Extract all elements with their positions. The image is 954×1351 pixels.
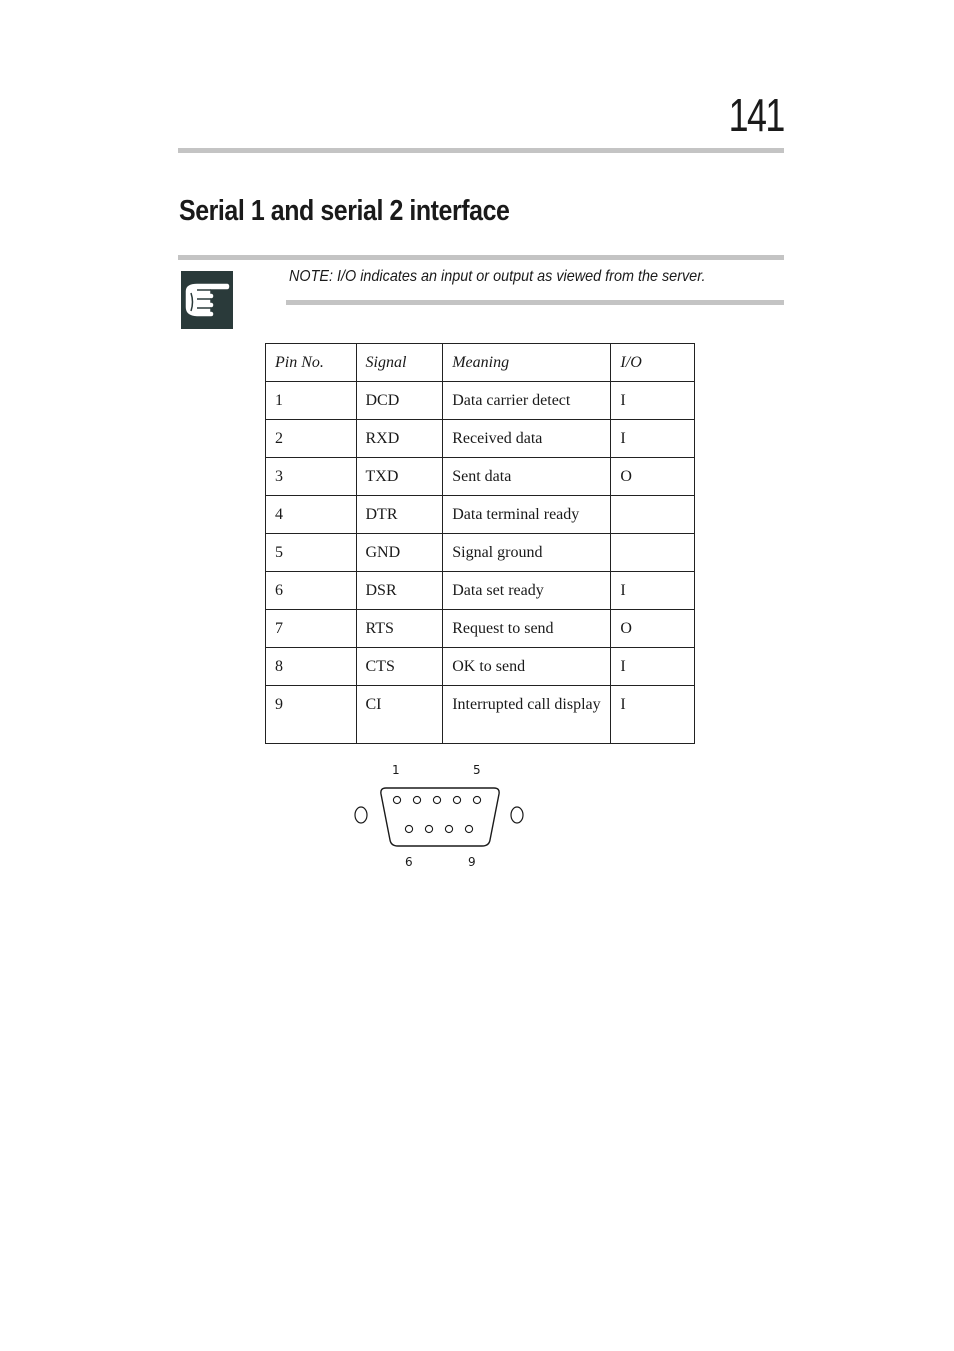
meaning-cell: Signal ground xyxy=(443,534,611,572)
table-row xyxy=(266,610,695,648)
pointing-hand-icon xyxy=(181,271,233,329)
pin-3 xyxy=(433,796,440,803)
pin-label-1: 1 xyxy=(392,763,400,777)
meaning-cell: Sent data xyxy=(443,458,611,496)
pin-cell: 3 xyxy=(266,458,357,496)
header-rule xyxy=(178,148,784,153)
table-row xyxy=(266,496,695,534)
signal-cell: RXD xyxy=(356,420,443,458)
pin-cell: 2 xyxy=(266,420,357,458)
io-cell xyxy=(611,534,695,572)
pin-cell: 7 xyxy=(266,610,357,648)
pin-label-6: 6 xyxy=(405,855,413,869)
signal-cell: DCD xyxy=(356,382,443,420)
io-cell: I xyxy=(611,572,695,610)
meaning-cell: Data set ready xyxy=(443,572,611,610)
pin-8 xyxy=(445,825,452,832)
io-cell: I xyxy=(611,420,695,458)
pin-row-bottom xyxy=(405,825,472,832)
meaning-cell: Data terminal ready xyxy=(443,496,611,534)
io-cell: I xyxy=(611,382,695,420)
note-rule-top xyxy=(178,255,784,260)
pin-6 xyxy=(405,825,412,832)
meaning-cell: OK to send xyxy=(443,648,611,686)
pin-5 xyxy=(473,796,480,803)
pin-cell: 6 xyxy=(266,572,357,610)
pin-cell: 5 xyxy=(266,534,357,572)
signal-cell: RTS xyxy=(356,610,443,648)
section-title: Serial 1 and serial 2 interface xyxy=(179,195,510,227)
note-text: NOTE: I/O indicates an input or output as viewed from the server. xyxy=(289,268,706,285)
io-cell: O xyxy=(611,458,695,496)
pin-1 xyxy=(393,796,400,803)
pin-4 xyxy=(453,796,460,803)
pin-cell: 1 xyxy=(266,382,357,420)
signal-cell: CTS xyxy=(356,648,443,686)
signal-cell: DSR xyxy=(356,572,443,610)
signal-cell: CI xyxy=(356,686,443,744)
table-row xyxy=(266,382,695,420)
mounting-hole-right xyxy=(511,807,523,823)
pin-label-5: 5 xyxy=(473,763,481,777)
io-cell: I xyxy=(611,686,695,744)
header-io: I/O xyxy=(611,344,695,382)
table-row xyxy=(266,534,695,572)
pin-7 xyxy=(425,825,432,832)
pin-cell: 4 xyxy=(266,496,357,534)
pin-2 xyxy=(413,796,420,803)
table-row xyxy=(266,458,695,496)
page-number: 141 xyxy=(728,89,784,141)
table-row xyxy=(266,686,695,744)
meaning-cell: Data carrier detect xyxy=(443,382,611,420)
meaning-cell: Received data xyxy=(443,420,611,458)
io-cell: I xyxy=(611,648,695,686)
meaning-cell: Request to send xyxy=(443,610,611,648)
header-meaning: Meaning xyxy=(443,344,611,382)
pin-cell: 8 xyxy=(266,648,357,686)
meaning-cell: Interrupted call display xyxy=(443,686,611,744)
io-cell xyxy=(611,496,695,534)
pin-label-9: 9 xyxy=(468,855,476,869)
table-row xyxy=(266,420,695,458)
pin-row-top xyxy=(393,796,480,803)
signal-cell: GND xyxy=(356,534,443,572)
pin-cell: 9 xyxy=(266,686,357,744)
signal-cell: TXD xyxy=(356,458,443,496)
db9-connector-diagram xyxy=(350,760,530,872)
io-cell: O xyxy=(611,610,695,648)
pin-assignment-table xyxy=(265,343,695,744)
signal-cell: DTR xyxy=(356,496,443,534)
pin-9 xyxy=(465,825,472,832)
header-signal: Signal xyxy=(356,344,443,382)
note-rule-bottom xyxy=(286,300,784,305)
header-pin-no: Pin No. xyxy=(266,344,357,382)
table-row xyxy=(266,648,695,686)
table-row xyxy=(266,572,695,610)
mounting-hole-left xyxy=(355,807,367,823)
table-header-row xyxy=(266,344,695,382)
